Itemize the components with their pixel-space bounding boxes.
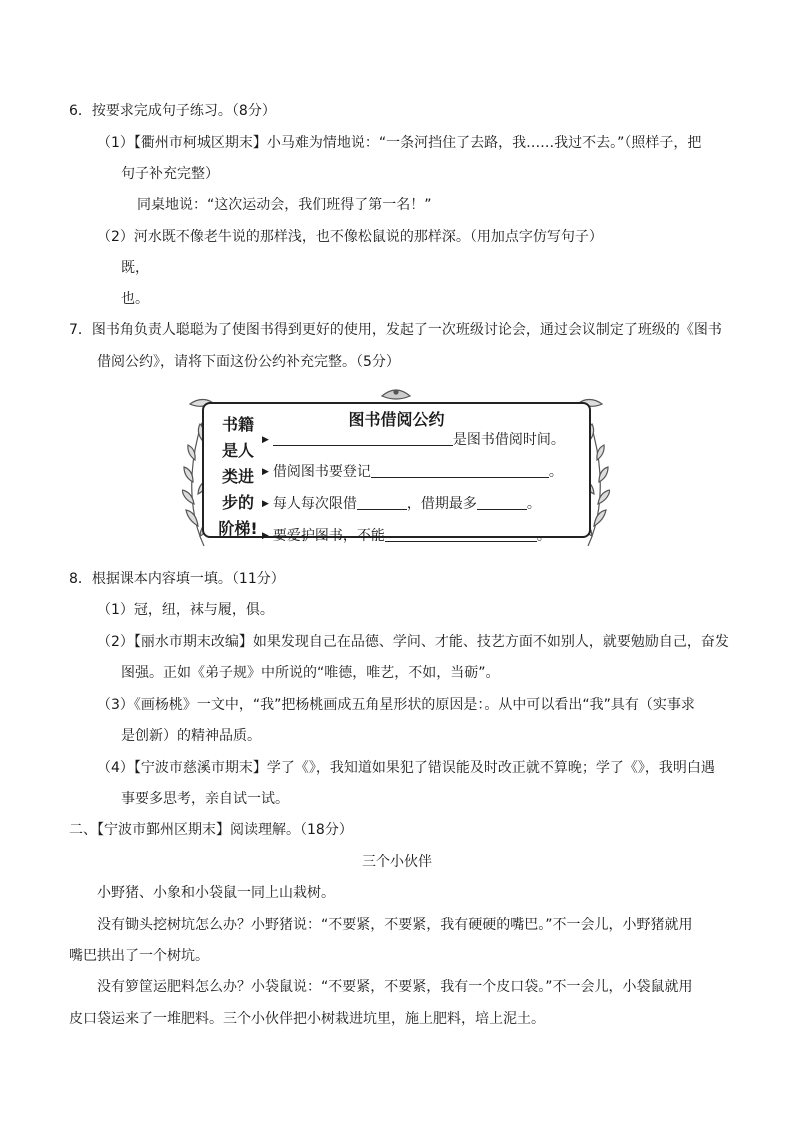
pact-rule-4: ▶ 要爱护图书，不能 。 xyxy=(262,528,551,544)
pact-panel xyxy=(202,402,591,544)
triangle-bullet-icon: ▶ xyxy=(262,435,269,445)
q8-sub3-line2: 是创新）的精神品质。 xyxy=(121,728,261,744)
pact-rule-3: ▶ 每人每次限借 ，借期最多 。 xyxy=(262,496,541,512)
story-paragraph-3-line2: 皮口袋运来了一堆肥料。三个小伙伴把小树栽进坑里，施上肥料，培上泥土。 xyxy=(69,1011,545,1027)
q6-stem: 6．按要求完成句子练习。（8分） xyxy=(69,103,276,119)
motto-line: 阶梯! xyxy=(218,519,258,538)
motto-line: 类进 xyxy=(221,467,254,486)
part2-heading: 二、【宁波市鄞州区期末】阅读理解。（18分） xyxy=(69,822,353,838)
q6-sub2-line3: 也。 xyxy=(121,291,149,307)
pact-title: 图书借阅公约 xyxy=(348,412,445,429)
q6-sub1-line3: 同桌地说：“这次运动会，我们班得了第一名！” xyxy=(137,197,432,213)
q8-sub3-line1: （3）《画杨桃》一文中，“我”把杨桃画成五角星形状的原因是：。从中可以看出“我”具有（实事求 xyxy=(97,697,695,713)
q6-sub2-line2: 既， xyxy=(121,260,149,276)
answer-blank[interactable] xyxy=(273,431,453,446)
q6-sub2-line1: （2）河水既不像老牛说的那样浅，也不像松鼠说的那样深。（用加点字仿写句子） xyxy=(97,229,603,245)
q8-stem: 8．根据课本内容填一填。（11分） xyxy=(69,571,285,587)
answer-blank[interactable] xyxy=(371,463,549,478)
q8-sub4-line2: 事要多思考，亲自试一试。 xyxy=(121,791,289,807)
motto-line: 是人 xyxy=(221,441,254,460)
pact-rule-2: ▶ 借阅图书要登记 。 xyxy=(262,464,563,480)
q6-sub1-line1: （1）【衢州市柯城区期末】小马难为情地说：“一条河挡住了去路，我……我过不去。”（照样子，把 xyxy=(97,135,702,151)
q8-sub4-line1: （4）【宁波市慈溪市期末】学了《》，我知道如果犯了错误能及时改正就不算晚；学了《》，我明白遇 xyxy=(97,760,715,776)
q8-sub2-line2: 图强。正如《弟子规》中所说的“唯德，唯艺，不如，当砺”。 xyxy=(121,665,500,681)
story-paragraph-2-line1: 没有锄头挖树坑怎么办？小野猪说：“不要紧，不要紧，我有硬硬的嘴巴。”不一会儿，小野猪就用 xyxy=(97,917,693,933)
library-pact-card xyxy=(182,386,610,552)
q6-sub1-line2: 句子补充完整） xyxy=(121,166,219,182)
answer-blank[interactable] xyxy=(477,495,527,510)
story-paragraph-1: 小野猪、小象和小袋鼠一同上山栽树。 xyxy=(97,885,335,901)
motto-line: 步的 xyxy=(221,493,254,512)
q7-stem-line1: 7．图书角负责人聪聪为了使图书得到更好的使用，发起了一次班级讨论会，通过会议制定了班级的《图书 xyxy=(69,322,722,338)
story-title: 三个小伙伴 xyxy=(362,854,432,870)
triangle-bullet-icon: ▶ xyxy=(262,499,269,509)
answer-blank[interactable] xyxy=(385,527,537,542)
triangle-bullet-icon: ▶ xyxy=(262,467,269,477)
q8-sub2-line1: （2）【丽水市期末改编】如果发现自己在品德、学问、才能、技艺方面不如别人，就要勉励自己，奋发 xyxy=(97,634,729,650)
story-paragraph-3-line1: 没有箩筐运肥料怎么办？小袋鼠说：“不要紧，不要紧，我有一个皮口袋。”不一会儿，小袋鼠就用 xyxy=(97,979,693,995)
triangle-bullet-icon: ▶ xyxy=(262,531,269,541)
pact-rule-1: ▶ 是图书借阅时间。 xyxy=(262,432,565,448)
motto-line: 书籍 xyxy=(221,415,254,434)
story-paragraph-2-line2: 嘴巴拱出了一个树坑。 xyxy=(69,948,209,964)
q8-sub1: （1）冠，纽，袜与履，俱。 xyxy=(97,602,274,618)
pact-motto xyxy=(218,412,258,542)
answer-blank[interactable] xyxy=(357,495,407,510)
q7-stem-line2: 借阅公约》，请将下面这份公约补充完整。（5分） xyxy=(97,354,400,370)
